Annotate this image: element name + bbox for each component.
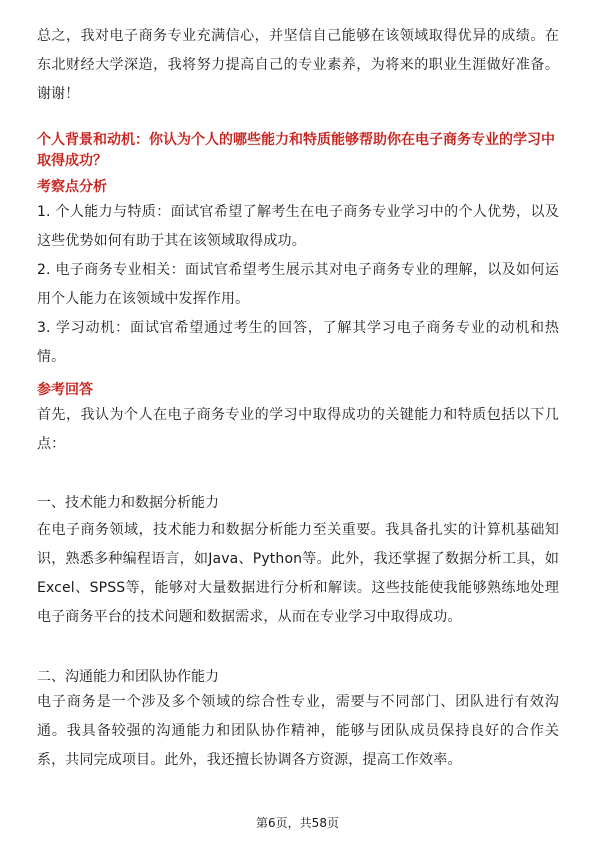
analysis-heading: 考察点分析 <box>37 179 107 195</box>
closing-paragraph: 总之，我对电子商务专业充满信心，并坚信自己能够在该领域取得优异的成绩。在东北财经大学深造，我将努力提高自己的专业素养，为将来的职业生涯做好准备。谢谢！ <box>37 28 559 102</box>
point-1-text: 在电子商务领域，技术能力和数据分析能力至关重要。我具备扎实的计算机基础知识，熟悉多种编程语言，如Java、Python等。此外，我还掌握了数据分析工具，如Excel、SPSS等，能够对大量数据进行分析和解读。这些技能使我能够熟练地处理电子商务平台的技术问题和数据需求，从而在专业学习中取得成功。 <box>37 522 559 625</box>
analysis-item-2: 2. 电子商务专业相关：面试官希望考生展示其对电子商务专业的理解，以及如何运用个人能力在该领域中发挥作用。 <box>37 262 559 307</box>
point-1-title: 一、技术能力和数据分析能力 <box>37 495 219 511</box>
interview-question: 个人背景和动机：你认为个人的哪些能力和特质能够帮助你在电子商务专业的学习中取得成功？ <box>37 132 555 169</box>
answer-heading: 参考回答 <box>37 382 93 398</box>
point-2-title: 二、沟通能力和团队协作能力 <box>37 669 219 685</box>
answer-intro: 首先，我认为个人在电子商务专业的学习中取得成功的关键能力和特质包括以下几点： <box>37 407 559 452</box>
analysis-item-3: 3. 学习动机：面试官希望通过考生的回答，了解其学习电子商务专业的动机和热情。 <box>37 320 559 365</box>
point-2-text: 电子商务是一个涉及多个领域的综合性专业，需要与不同部门、团队进行有效沟通。我具备较强的沟通能力和团队协作精神，能够与团队成员保持良好的合作关系，共同完成项目。此外，我还擅长协调各方资源，提高工作效率。 <box>37 694 559 768</box>
page-number: 第6页，共58页 <box>256 816 339 830</box>
analysis-item-1: 1. 个人能力与特质：面试官希望了解考生在电子商务专业学习中的个人优势，以及这些优势如何有助于其在该领域取得成功。 <box>37 204 559 249</box>
